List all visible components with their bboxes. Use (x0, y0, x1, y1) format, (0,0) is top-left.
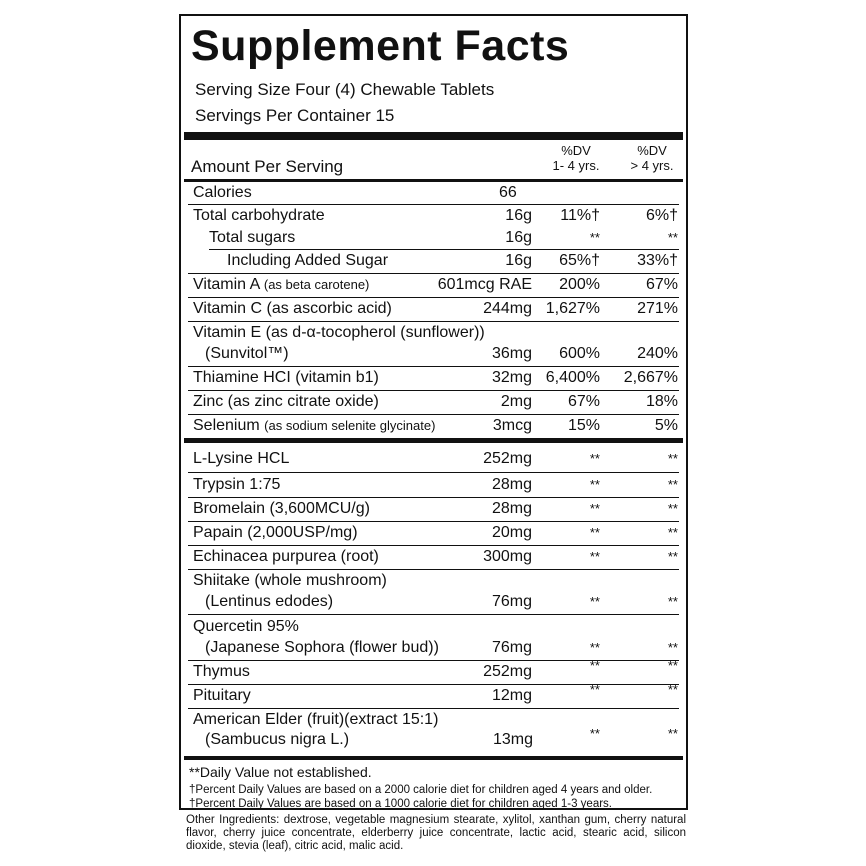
ingredient-row: L-Lysine HCL 252mg ** ** (193, 450, 678, 467)
serving-size: Serving Size Four (4) Chewable Tablets (195, 80, 495, 99)
ingredient-row: Pituitary 12mg ** ** (193, 682, 678, 704)
ingredient-row: Bromelain (3,600MCU/g) 28mg ** ** (193, 500, 678, 517)
dv-footnote-children-4: †Percent Daily Values are based on a 2000 calorie diet for children aged 4 years and older. (189, 784, 653, 796)
nutrient-row: Thiamine HCI (vitamin b1) 32mg 6,400% 2,667% (193, 369, 678, 386)
footer-divider (184, 756, 683, 760)
ingredient-row: (Lentinus edodes) 76mg ** ** (205, 593, 678, 610)
ingredient-row: American Elder (fruit)(extract 15:1) (193, 711, 439, 728)
ingredient-row: Shiitake (whole mushroom) (193, 572, 387, 589)
nutrient-row: Selenium (as sodium selenite glycinate) 3mcg 15% 5% (193, 417, 678, 434)
thick-divider (184, 132, 683, 140)
amount-per-serving-header: Amount Per Serving (191, 157, 344, 176)
dv-footnote-children-1-3: †Percent Daily Values are based on a 1000 calorie diet for children aged 1-3 years. (189, 798, 612, 810)
ingredient-row: Echinacea purpurea (root) 300mg ** ** (193, 548, 678, 565)
nutrient-row: Vitamin A (as beta carotene) 601mcg RAE 200% 67% (193, 276, 678, 293)
section-divider (184, 438, 683, 443)
panel-title: Supplement Facts (191, 22, 570, 70)
other-ingredients: Other Ingredients: dextrose, vegetable magnesium stearate, xylitol, xanthan gum, cherry natural flavor, cherry juice concentrate, elderberry juice concentrate, lactic acid, stearic acid, silicon dioxide, stevia (leaf), citric acid, malic acid. (186, 814, 686, 852)
ingredient-row: Quercetin 95% (193, 618, 299, 635)
servings-per-container: Servings Per Container 15 (195, 106, 395, 125)
nutrient-row: Including Added Sugar 16g 65%† 33%† (227, 252, 678, 269)
nutrient-row: Vitamin E (as d-α-tocopherol (sunflower)) (193, 324, 485, 341)
dv-children-1-4-header: %DV 1- 4 yrs. (552, 143, 600, 173)
nutrient-row: (Sunvitol™) 36mg 600% 240% (205, 345, 678, 362)
nutrient-row: Vitamin C (as ascorbic acid) 244mg 1,627% 271% (193, 300, 678, 317)
dv-children-over-4-header: %DV > 4 yrs. (630, 143, 674, 173)
ingredient-row: Papain (2,000USP/mg) 20mg ** ** (193, 524, 678, 541)
nutrient-row: Zinc (as zinc citrate oxide) 2mg 67% 18% (193, 393, 678, 410)
nutrient-row: Total sugars 16g ** ** (209, 229, 678, 246)
supplement-facts-panel (179, 14, 688, 810)
nutrient-row: Calories 66 (193, 184, 517, 201)
nutrient-row: Total carbohydrate 16g 11%† 6%† (193, 207, 678, 224)
dv-not-established-note: **Daily Value not established. (189, 764, 372, 780)
ingredient-row: Thymus 252mg ** ** (193, 658, 678, 680)
ingredient-row: (Sambucus nigra L.) 13mg ** ** (205, 726, 678, 748)
ingredient-row: (Japanese Sophora (flower bud)) 76mg ** ** (205, 639, 678, 656)
ingredient-row: Trypsin 1:75 28mg ** ** (193, 476, 678, 493)
